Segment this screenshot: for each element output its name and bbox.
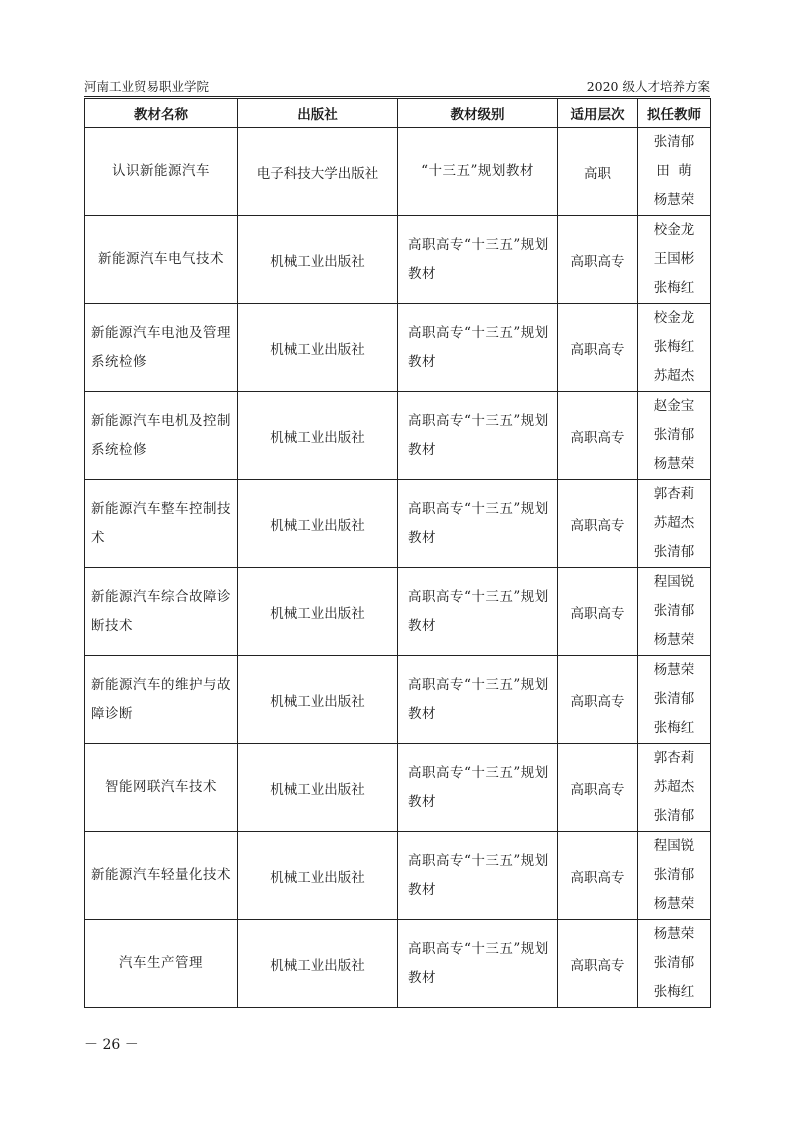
- textbook-name-cell: 新能源汽车轻量化技术: [85, 832, 238, 920]
- applicable-level-cell: 高职高专: [558, 920, 638, 1008]
- table-row: [85, 744, 711, 832]
- header-institution: 河南工业贸易职业学院: [84, 79, 210, 94]
- applicable-level-cell: 高职高专: [558, 568, 638, 656]
- publisher-cell: 机械工业出版社: [238, 744, 398, 832]
- publisher-cell: 机械工业出版社: [238, 568, 398, 656]
- teacher-name: 杨慧荣: [653, 456, 695, 472]
- table-row: [85, 656, 711, 744]
- applicable-level-cell: 高职高专: [558, 392, 638, 480]
- teacher-name: 张清郁: [653, 691, 695, 707]
- teachers-cell: [638, 304, 711, 392]
- applicable-level-cell: 高职高专: [558, 480, 638, 568]
- teacher-name: 苏超杰: [653, 368, 695, 384]
- teacher-name: 张清郁: [653, 544, 695, 560]
- teacher-name: 郭杏莉: [653, 750, 695, 766]
- teacher-name: 苏超杰: [653, 515, 695, 531]
- textbook-name-cell: 新能源汽车的维护与故障诊断: [85, 656, 238, 744]
- publisher-cell: 机械工业出版社: [238, 480, 398, 568]
- textbook-table: [84, 98, 711, 1008]
- teacher-name: 杨慧荣: [653, 632, 695, 648]
- table-row: [85, 832, 711, 920]
- teacher-name: 张梅红: [653, 339, 695, 355]
- teacher-name: 杨慧荣: [653, 662, 695, 678]
- textbook-level-cell: 高职高专“十三五”规划教材: [398, 568, 558, 656]
- teacher-name: 张清郁: [653, 955, 695, 971]
- teacher-name: 张梅红: [653, 720, 695, 736]
- teacher-name: 苏超杰: [653, 779, 695, 795]
- teacher-name: 校金龙: [653, 222, 695, 238]
- teachers-cell: [638, 920, 711, 1008]
- publisher-cell: 机械工业出版社: [238, 920, 398, 1008]
- publisher-cell: 机械工业出版社: [238, 304, 398, 392]
- publisher-cell: 机械工业出版社: [238, 392, 398, 480]
- textbook-name-cell: 新能源汽车电气技术: [85, 216, 238, 304]
- applicable-level-cell: 高职高专: [558, 304, 638, 392]
- table-row: [85, 216, 711, 304]
- table-row: [85, 392, 711, 480]
- textbook-level-cell: 高职高专“十三五”规划教材: [398, 216, 558, 304]
- teachers-cell: [638, 216, 711, 304]
- teacher-name: 田 萌: [656, 163, 692, 179]
- column-header-textbook-name: 教材名称: [85, 99, 238, 128]
- column-header-publisher: 出版社: [238, 99, 398, 128]
- applicable-level-cell: 高职高专: [558, 656, 638, 744]
- teacher-name: 张清郁: [653, 427, 695, 443]
- applicable-level-cell: 高职: [558, 128, 638, 216]
- teacher-name: 杨慧荣: [653, 896, 695, 912]
- textbook-level-cell: 高职高专“十三五”规划教材: [398, 744, 558, 832]
- publisher-cell: 机械工业出版社: [238, 656, 398, 744]
- table-header-row: [85, 99, 711, 128]
- textbook-name-cell: 新能源汽车整车控制技术: [85, 480, 238, 568]
- table-row: [85, 568, 711, 656]
- teacher-name: 赵金宝: [653, 398, 695, 414]
- textbook-name-cell: 认识新能源汽车: [85, 128, 238, 216]
- applicable-level-cell: 高职高专: [558, 744, 638, 832]
- teachers-cell: [638, 128, 711, 216]
- textbook-level-cell: 高职高专“十三五”规划教材: [398, 392, 558, 480]
- teacher-name: 张清郁: [653, 867, 695, 883]
- teacher-name: 张清郁: [653, 134, 695, 150]
- header-document-title: 2020 级人才培养方案: [586, 79, 710, 94]
- table-row: [85, 128, 711, 216]
- textbook-level-cell: 高职高专“十三五”规划教材: [398, 480, 558, 568]
- teachers-cell: [638, 656, 711, 744]
- teacher-name: 郭杏莉: [653, 486, 695, 502]
- textbook-name-cell: 新能源汽车电机及控制系统检修: [85, 392, 238, 480]
- textbook-level-cell: 高职高专“十三五”规划教材: [398, 832, 558, 920]
- applicable-level-cell: 高职高专: [558, 832, 638, 920]
- column-header-applicable-level: 适用层次: [558, 99, 638, 128]
- publisher-cell: 机械工业出版社: [238, 216, 398, 304]
- textbook-level-cell: 高职高专“十三五”规划教材: [398, 304, 558, 392]
- teachers-cell: [638, 392, 711, 480]
- textbook-name-cell: 新能源汽车综合故障诊断技术: [85, 568, 238, 656]
- teachers-cell: [638, 568, 711, 656]
- applicable-level-cell: 高职高专: [558, 216, 638, 304]
- table-row: [85, 920, 711, 1008]
- textbook-level-cell: “十三五”规划教材: [398, 128, 558, 216]
- teacher-name: 张梅红: [653, 280, 695, 296]
- teacher-name: 程国锐: [653, 574, 695, 590]
- textbook-name-cell: 新能源汽车电池及管理系统检修: [85, 304, 238, 392]
- table-row: [85, 480, 711, 568]
- teachers-cell: [638, 832, 711, 920]
- teacher-name: 程国锐: [653, 838, 695, 854]
- column-header-textbook-level: 教材级别: [398, 99, 558, 128]
- teachers-cell: [638, 744, 711, 832]
- page-header: [84, 74, 710, 97]
- teacher-name: 张清郁: [653, 808, 695, 824]
- column-header-teachers: 拟任教师: [638, 99, 711, 128]
- textbook-name-cell: 汽车生产管理: [85, 920, 238, 1008]
- page-number: － 26 －: [84, 1037, 139, 1053]
- publisher-cell: 机械工业出版社: [238, 832, 398, 920]
- textbook-name-cell: 智能网联汽车技术: [85, 744, 238, 832]
- teacher-name: 校金龙: [653, 310, 695, 326]
- teachers-cell: [638, 480, 711, 568]
- teacher-name: 张清郁: [653, 603, 695, 619]
- teacher-name: 杨慧荣: [653, 926, 695, 942]
- teacher-name: 王国彬: [653, 251, 695, 267]
- publisher-cell: 电子科技大学出版社: [238, 128, 398, 216]
- textbook-level-cell: 高职高专“十三五”规划教材: [398, 920, 558, 1008]
- table-row: [85, 304, 711, 392]
- teacher-name: 杨慧荣: [653, 192, 695, 208]
- textbook-level-cell: 高职高专“十三五”规划教材: [398, 656, 558, 744]
- teacher-name: 张梅红: [653, 984, 695, 1000]
